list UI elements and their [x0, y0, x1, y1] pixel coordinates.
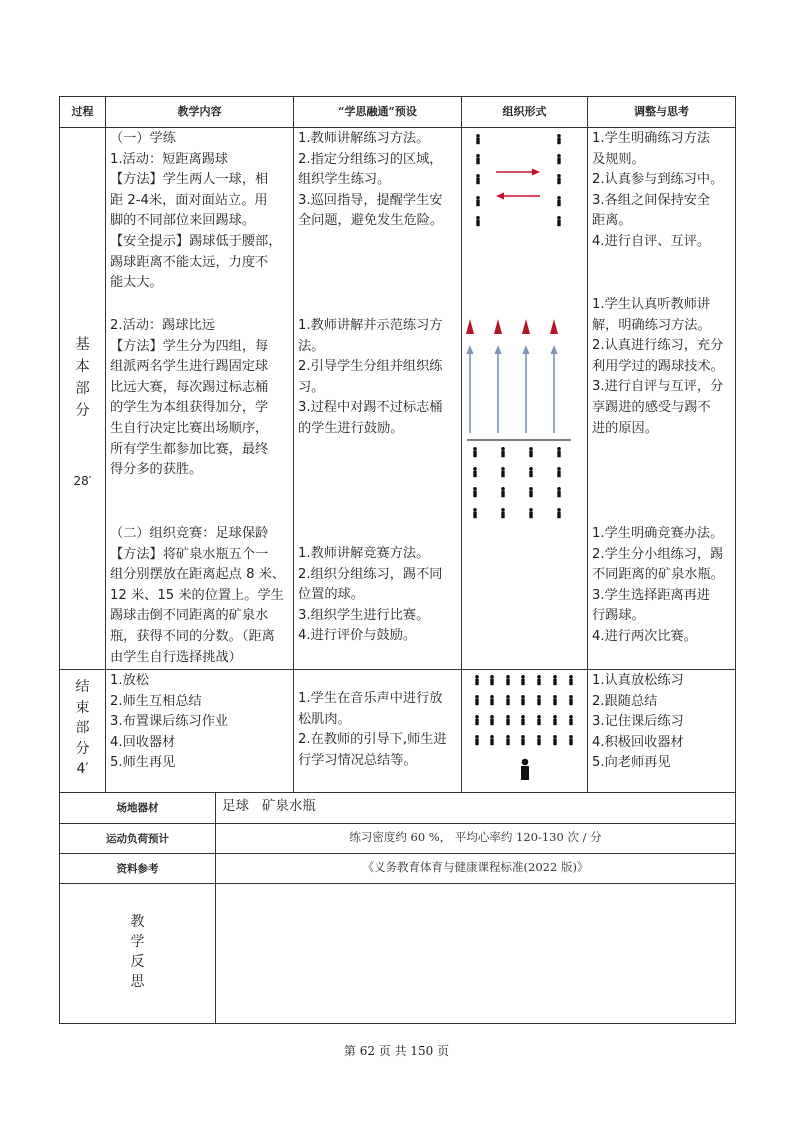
- b2-preset: 1.教师讲解并示范练习方 法。 2.引导学生分组并组织练 习。 3.过程中对踢不过标志桶 的学生进行鼓励。: [298, 318, 443, 436]
- end-content: 1.放松 2.师生互相总结 3.布置课后练习作业 4.回收器材 5.师生再见: [110, 673, 229, 771]
- section-basic-time: 28′: [73, 474, 92, 488]
- arrow-right-icon: [496, 169, 540, 176]
- student-rows: [475, 675, 573, 745]
- b3-preset: 1.教师讲解竞赛方法。 2.组织分组练习，踢不同 位置的球。 3.组织学生进行比赛。 4.进行评价与鼓励。: [298, 546, 443, 644]
- arrow-left-icon: [496, 193, 540, 200]
- arrow-up-icons: [467, 345, 558, 433]
- reflection-label: 教 学 反 思: [130, 914, 145, 990]
- b3-content: （二）组织竞赛：足球保龄 【方法】将矿泉水瓶五个一 组分别摆放在距离起点 8 米、 12 米、15 米的位置上。学生 踢球击倒不同距离的矿泉水 瓶，获得不同的分数。（距离 由学生自行选择挑战）: [110, 526, 286, 665]
- b1-preset: 1.教师讲解练习方法。 2.指定分组练习的区域， 组织学生练习。 3.巡回指导，提醒学生安 全问题，避免发生危险。: [298, 131, 444, 229]
- b3-reflect: 1.学生明确竞赛办法。 2.学生分小组练习，踢 不同距离的矿泉水瓶。 3.学生选择距离再进 行踢球。 4.进行两次比赛。: [592, 526, 724, 644]
- section-end-label: 结 束 部 分 4′: [75, 679, 90, 777]
- section-basic-label: 基 本 部 分: [75, 337, 90, 419]
- b2-content: 2.活动：踢球比远 【方法】学生分为四组，每 组派两名学生进行踢固定球 比远大赛，每次踢过标志桶 的学生为本组获得加分，学 生自行决定比赛出场顺序， 所有学生都参加比赛，最终 得分多的获胜。: [110, 318, 269, 478]
- b1-content: （一）学练 1.活动：短距离踢球 【方法】学生两人一球，相 距 2-4米，面对面站立。用 脚的不同部位来回踢球。 【安全提示】踢球低于腰部， 踢球距离不能太远，力度不 能太大。: [110, 131, 282, 291]
- venue-value: 足球 矿泉水瓶: [222, 798, 316, 814]
- load-label: 运动负荷预计: [106, 833, 169, 845]
- pair-kick-diagram: [476, 134, 561, 226]
- kick-distance-diagram: [466, 319, 571, 518]
- right-column-players: [557, 134, 561, 226]
- venue-label: 场地器材: [116, 802, 159, 814]
- relax-formation-diagram: [475, 675, 573, 780]
- b2-reflect: 1.学生认真听教师讲 解，明确练习方法。 2.认真进行练习，充分 利用学过的踢球技术。 3.进行自评与互评，分 享踢进的感受与踢不 进的原因。: [592, 297, 724, 436]
- header-content: 教学内容: [177, 105, 222, 118]
- page-number: 第 62 页 共 150 页: [343, 1044, 450, 1058]
- b1-reflect: 1.学生明确练习方法 及规则。 2.认真参与到练习中。 3.各组之间保持安全 距离。 4.进行自评、互评。: [592, 131, 724, 249]
- header-preset: “学思融通”预设: [338, 105, 417, 118]
- end-reflect: 1.认真放松练习 2.跟随总结 3.记住课后练习 4.积极回收器材 5.向老师再见: [592, 673, 684, 771]
- header-process: 过程: [71, 105, 94, 118]
- cone-icons: [466, 319, 558, 334]
- group-players: [473, 447, 561, 518]
- teacher-icon: [521, 759, 529, 780]
- reference-value: 《义务教育体育与健康课程标准(2022 版)》: [362, 860, 589, 874]
- end-preset: 1.学生在音乐声中进行放 松肌肉。 2.在教师的引导下,师生进 行学习情况总结等。: [298, 691, 447, 768]
- load-value: 练习密度约 60 %， 平均心率约 120-130 次 / 分: [349, 830, 602, 844]
- reflection-area: [216, 884, 735, 1023]
- header-organization: 组织形式: [502, 105, 547, 118]
- left-column-players: [476, 134, 480, 226]
- reference-label: 资料参考: [116, 863, 159, 875]
- header-reflection: 调整与思考: [634, 105, 689, 118]
